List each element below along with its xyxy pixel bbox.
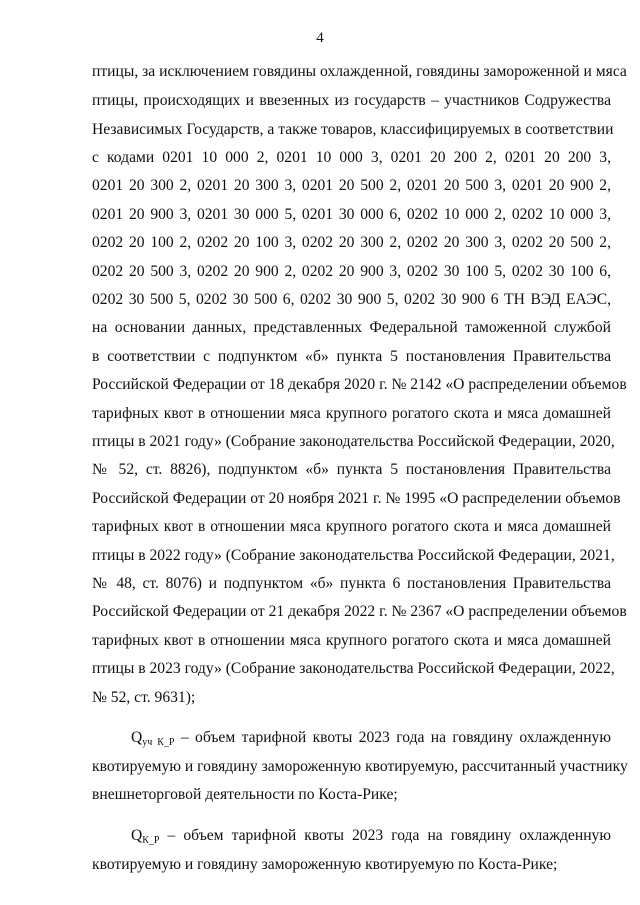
page-number: 4 (316, 30, 324, 46)
definition-line: внешнеторговой деятельности по Коста-Рике; (92, 786, 398, 803)
symbol-subscript: уч К_Р (142, 737, 175, 748)
text-line: 0202 30 500 5, 0202 30 500 6, 0202 30 900 5, 0202 30 900 6 ТН ВЭД ЕАЭС, (92, 291, 611, 308)
text-line: № 52, ст. 8826), подпунктом «б» пункта 5 постановления Правительства (92, 461, 611, 478)
text-line: тарифных квот в отношении мяса крупного рогатого скота и мяса домашней (92, 405, 611, 422)
text-line: птицы в 2022 году» (Собрание законодательства Российской Федерации, 2021, (92, 547, 615, 564)
text-line: 0201 20 900 3, 0201 30 000 5, 0201 30 000 6, 0202 10 000 2, 0202 10 000 3, (92, 206, 611, 223)
definition-line (131, 728, 611, 748)
text-line: в соответствии с подпунктом «б» пункта 5 постановления Правительства (92, 348, 611, 365)
definition-line (131, 826, 611, 846)
text-line: № 48, ст. 8076) и подпунктом «б» пункта 6 постановления Правительства (92, 575, 611, 592)
text-line: с кодами 0201 10 000 2, 0201 10 000 3, 0201 20 200 2, 0201 20 200 3, (92, 149, 611, 166)
text-line: Российской Федерации от 21 декабря 2022 г. № 2367 «О распределении объемов (92, 603, 627, 620)
symbol-q: Q (131, 827, 143, 844)
text-line: 0202 20 100 2, 0202 20 100 3, 0202 20 300 2, 0202 20 300 3, 0202 20 500 2, (92, 234, 611, 251)
definition-line: квотируемую и говядину замороженную квотируемую, рассчитанный участнику (92, 758, 628, 775)
symbol-q: Q (131, 729, 143, 746)
text-line: тарифных квот в отношении мяса крупного рогатого скота и мяса домашней (92, 518, 611, 535)
text-line: Российской Федерации от 18 декабря 2020 г. № 2142 «О распределении объемов (92, 376, 627, 393)
text-line: на основании данных, представленных Федеральной таможенной службой (92, 319, 611, 336)
text-line: птицы, происходящих и ввезенных из государств – участников Содружества (92, 92, 611, 109)
text-line: птицы, за исключением говядины охлажденной, говядины замороженной и мяса (92, 63, 627, 80)
text-line: тарифных квот в отношении мяса крупного рогатого скота и мяса домашней (92, 632, 611, 649)
definition-line: квотируемую и говядину замороженную квотируемую по Коста-Рике; (92, 856, 558, 873)
text-line: Независимых Государств, а также товаров, классифицируемых в соответствии (92, 121, 614, 138)
text-line: 0202 20 500 3, 0202 20 900 2, 0202 20 900 3, 0202 30 100 5, 0202 30 100 6, (92, 263, 611, 280)
definition-text: – объем тарифной квоты 2023 года на говядину охлажденную (174, 729, 611, 746)
symbol-subscript: К_Р (142, 835, 160, 846)
text-line: птицы в 2021 году» (Собрание законодательства Российской Федерации, 2020, (92, 433, 615, 450)
text-line: птицы в 2023 году» (Собрание законодательства Российской Федерации, 2022, (92, 660, 615, 677)
text-line: 0201 20 300 2, 0201 20 300 3, 0201 20 500 2, 0201 20 500 3, 0201 20 900 2, (92, 177, 611, 194)
definition-text: – объем тарифной квоты 2023 года на говядину охлажденную (159, 827, 611, 844)
text-line: № 52, ст. 9631); (92, 689, 196, 706)
text-line: Российской Федерации от 20 ноября 2021 г. № 1995 «О распределении объемов (92, 490, 621, 507)
